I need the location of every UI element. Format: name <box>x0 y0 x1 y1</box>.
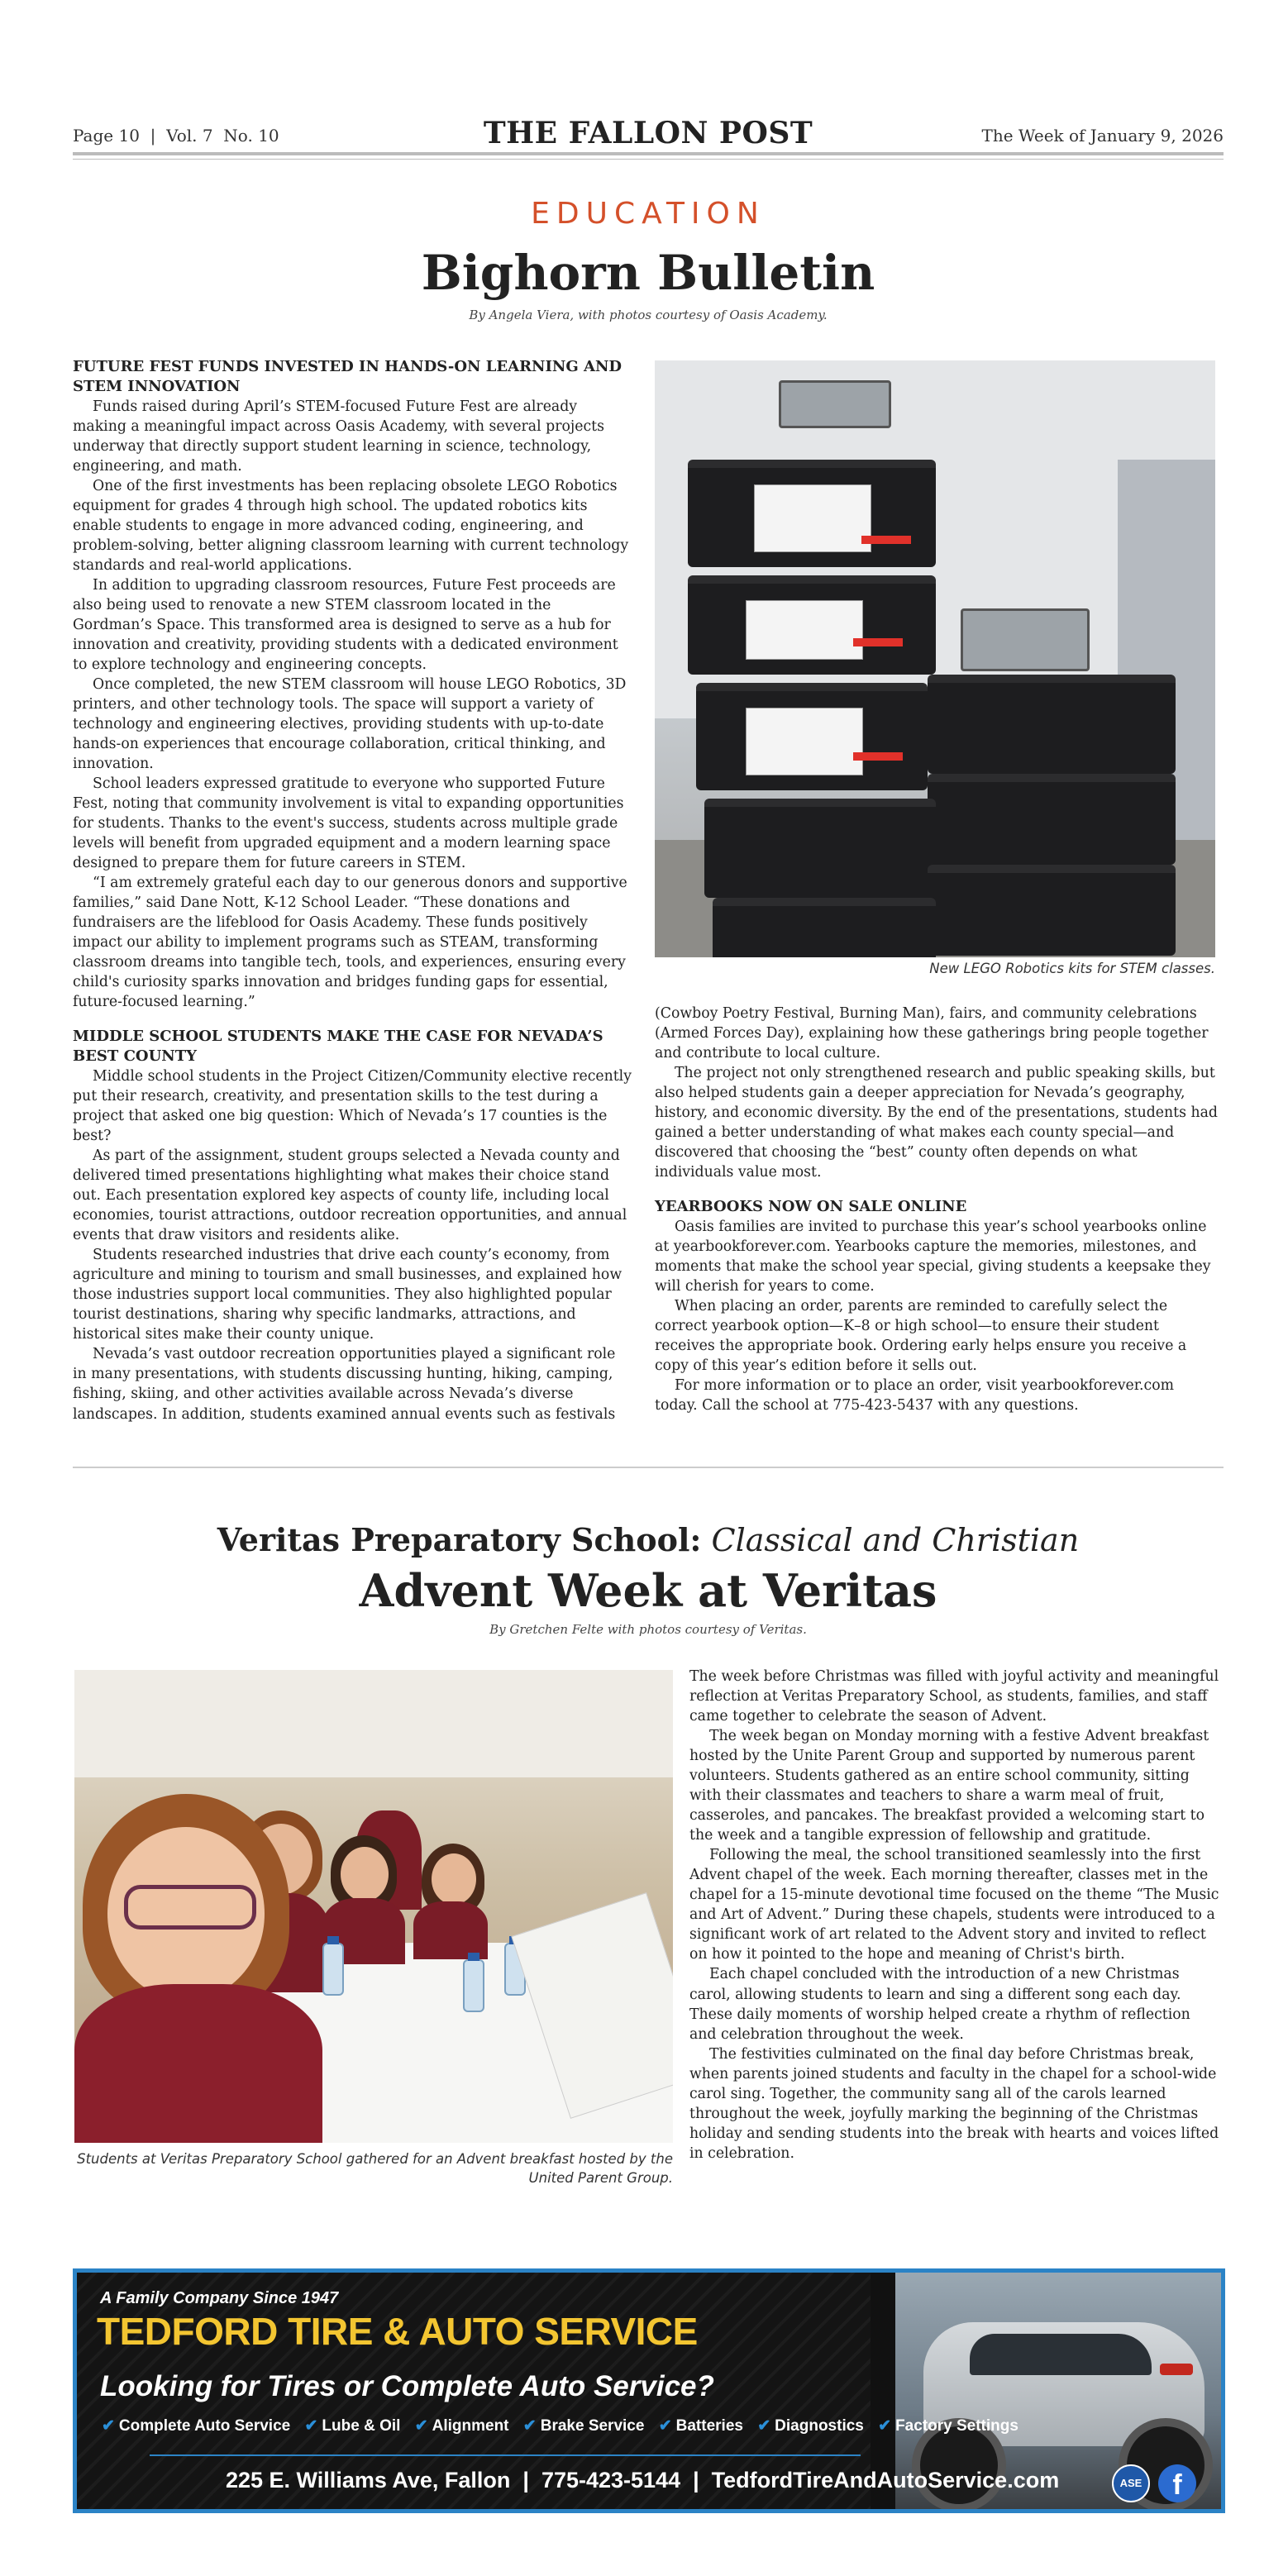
storage-bin <box>713 898 936 957</box>
advent-breakfast-photo <box>74 1670 673 2143</box>
byline: By Gretchen Felte with photos courtesy of Veritas. <box>489 1622 807 1637</box>
paragraph: The week began on Monday morning with a festive Advent breakfast hosted by the Unite Parent Group and supported by numerous parent volunteers. Students gathered as an entire school community, sitting with their classmates and teachers to share a warm meal of fruit, casseroles, and pancakes. The breakfast provided a welcoming start to the week and a tangible expression of fellowship and gratitude. <box>689 1728 1209 1844</box>
paragraph: For more information or to place an order, visit yearbookforever.com today. Call the school at 775-423-5437 with any questions. <box>655 1377 1175 1414</box>
photo-face <box>432 1853 476 1905</box>
paragraph: The project not only strengthened research and public speaking skills, but also helped students gain a deeper appreciation for Nevada’s geography, history, and economic diversity. By the end of the presentations, students had gained a better understanding of what makes each county special—and discovered that choosing the “best” county often depends on what individuals value most. <box>655 1065 1218 1181</box>
page-title: Bighorn Bulletin <box>421 245 875 301</box>
robot-model <box>961 608 1090 671</box>
checkmark-icon: ✔ <box>102 2417 115 2435</box>
paragraph: The week before Christmas was filled with joyful activity and meaningful reflection at Veritas Preparatory School, as students, families, and staff came together to celebrate the season of Advent. <box>689 1668 1219 1725</box>
ad-subtitle: A Family Company Since 1947 <box>100 2289 339 2307</box>
story-heading: FUTURE FEST FUNDS INVESTED IN HANDS-ON LEARNING AND STEM INNOVATION <box>73 358 623 395</box>
masthead-rule <box>73 152 1224 155</box>
section-divider <box>73 1467 1224 1468</box>
byline: By Angela Viera, with photos courtesy of Oasis Academy. <box>469 308 828 322</box>
checkmark-icon: ✔ <box>658 2417 672 2435</box>
section-label: EDUCATION <box>531 197 766 231</box>
storage-bin <box>928 774 1176 865</box>
lego-robotics-photo <box>655 360 1215 957</box>
ad-services-list <box>102 2416 1028 2435</box>
article-kicker <box>73 1521 1224 1558</box>
checkmark-icon: ✔ <box>304 2417 318 2435</box>
storage-bin <box>704 799 936 898</box>
paragraph: One of the first investments has been replacing obsolete LEGO Robotics equipment for grades 4 through high school. The updated robotics kits enable students to engage in more advanced coding, engineering, and problem-solving, better aligning classroom learning with current technology standards and real-world applications. <box>73 477 629 574</box>
ad-service: Lube & Oil <box>322 2417 401 2435</box>
storage-bin <box>928 865 1176 956</box>
ad-service: Factory Settings <box>895 2417 1018 2435</box>
storage-bin <box>688 575 936 675</box>
photo-face <box>341 1847 389 1901</box>
ad-contact-line[interactable]: 225 E. Williams Ave, Fallon | 775-423-5144 | TedfordTireAndAutoService.com <box>226 2468 1060 2493</box>
paragraph: Following the meal, the school transitioned seamlessly into the first Advent chapel of the week. Each morning thereafter, classes met in the chapel for a 15-minute devotional time focused on the theme “The Music and Art of Advent.” During these chapels, students were introduced to a significant work of art related to the Advent story and invited to reflect on how it pointed to the hope and meaning of Christ's birth. <box>689 1847 1219 1963</box>
paragraph: School leaders expressed gratitude to everyone who supported Future Fest, noting that community involvement is vital to expanding opportunities for students. Thanks to the event's success, students across multiple grade levels will benefit from upgraded equipment and a modern learning space designed to prepare them for future careers in STEM. <box>73 775 624 872</box>
paragraph: (Cowboy Poetry Festival, Burning Man), fairs, and community celebrations (Armed Forces Day), explaining how these gatherings bring people together and contribute to local culture. <box>655 1005 1209 1062</box>
facebook-icon[interactable]: f <box>1158 2464 1196 2502</box>
paragraph: Funds raised during April’s STEM-focused Future Fest are already making a meaningful impact across Oasis Academy, with several projects underway that directly support student learning in science, technology, engineering, and math. <box>73 398 604 475</box>
masthead <box>73 116 1224 152</box>
paragraph: Oasis families are invited to purchase this year’s school yearbooks online at yearbookforever.com. Yearbooks capture the memories, milestones, and moments that make the school year special, giving students a keepsake they will cherish for years to come. <box>655 1219 1211 1295</box>
paragraph: Nevada’s vast outdoor recreation opportunities played a significant role in many presentations, with students discussing hunting, hiking, camping, fishing, skiing, and other activities available across Nevada’s diverse landscapes. In addition, students examined annual events such as festivals <box>73 1346 616 1423</box>
storage-bin <box>696 683 928 790</box>
ad-service: Brake Service <box>540 2417 645 2435</box>
kicker-italic: Classical and Christian <box>711 1522 1080 1558</box>
ad-service: Alignment <box>432 2417 509 2435</box>
article-column <box>689 1667 1220 2163</box>
article-headline: Advent Week at Veritas <box>359 1564 937 1617</box>
issue-date: The Week of January 9, 2026 <box>981 126 1224 145</box>
paragraph: As part of the assignment, student groups selected a Nevada county and delivered timed presentations highlighting what makes their choice stand out. Each presentation explored key aspects of county life, including local economies, tourist attractions, outdoor recreation opportunities, and annual events that draw visitors and residents alike. <box>73 1147 627 1244</box>
photo-caption: Students at Veritas Preparatory School gathered for an Advent breakfast hosted by the United Parent Group. <box>77 2151 673 2187</box>
photo-ceiling <box>74 1670 673 1777</box>
ad-business-name: TEDFORD TIRE & AUTO SERVICE <box>97 2310 698 2353</box>
water-bottle <box>322 1943 344 1996</box>
story-heading: MIDDLE SCHOOL STUDENTS MAKE THE CASE FOR NEVADA’S BEST COUNTY <box>73 1028 603 1066</box>
checkmark-icon: ✔ <box>878 2417 892 2435</box>
water-bottle <box>463 1959 484 2012</box>
glasses <box>124 1885 256 1930</box>
photo-caption: New LEGO Robotics kits for STEM classes. <box>929 961 1215 976</box>
paragraph: In addition to upgrading classroom resources, Future Fest proceeds are also being used to renovate a new STEM classroom located in the Gordman’s Space. This transformed area is designed to serve as a hub for innovation and creativity, providing students with a dedicated environment to explore technology and engineering concepts. <box>73 576 618 673</box>
paragraph: Middle school students in the Project Citizen/Community elective recently put their research, creativity, and presentation skills to the test during a project that asked one big question: Which of Nevada’s 17 counties is the best? <box>73 1067 632 1145</box>
masthead-rule-thin <box>73 159 1224 160</box>
checkmark-icon: ✔ <box>414 2417 428 2435</box>
paragraph: The festivities culminated on the final day before Christmas break, when parents joined students and faculty in the chapel for a school-wide carol sing. Together, the community sang all of the carols learned throughout the week, joyfully marking the beginning of the Christmas holiday and sending students into the break with hearts and voices lifted in celebration. <box>689 2045 1219 2162</box>
paragraph: Students researched industries that drive each county’s economy, from agriculture and mining to tourism and small businesses, and explained how those industries support local communities. They also highlighted popular tourist destinations, sharing why specific landmarks, attractions, and historical sites make their county unique. <box>73 1247 623 1343</box>
storage-bin <box>688 460 936 567</box>
checkmark-icon: ✔ <box>757 2417 771 2435</box>
article-column-right <box>655 1004 1220 1415</box>
ad-rule <box>150 2454 861 2456</box>
ad-tagline: Looking for Tires or Complete Auto Service? <box>100 2370 714 2402</box>
ad-service: Complete Auto Service <box>118 2417 291 2435</box>
kicker-bold: Veritas Preparatory School: <box>217 1521 702 1558</box>
advertisement[interactable] <box>73 2268 1225 2513</box>
photo-uniform <box>74 1984 322 2143</box>
robot-model <box>779 380 891 428</box>
ad-service: Batteries <box>675 2417 743 2435</box>
article-column-left <box>73 357 632 1424</box>
ase-logo-icon: ASE <box>1112 2464 1150 2502</box>
paragraph: “I am extremely grateful each day to our generous donors and supportive families,” said Dane Nott, K-12 School Leader. “These donations and fundraisers are the lifeblood for Oasis Academy. These funds positively impact our ability to implement programs such as STEAM, transforming classroom dreams into tangible tech, tools, and experiences, ensuring every child's curiosity sparks innovation and bridges funding gaps for essential, future-focused learning.” <box>73 875 627 1011</box>
ad-service: Diagnostics <box>775 2417 864 2435</box>
paragraph: Once completed, the new STEM classroom will house LEGO Robotics, 3D printers, and other technology tools. The space will support a variety of technology and engineering electives, providing students with up-to-date hands-on experiences that encourage collaboration, critical thinking, and innovation. <box>73 675 627 773</box>
page-info: Page 10 | Vol. 7 No. 10 <box>73 126 279 145</box>
checkmark-icon: ✔ <box>522 2417 537 2435</box>
newspaper-title: THE FALLON POST <box>483 116 813 150</box>
story-heading: YEARBOOKS NOW ON SALE ONLINE <box>655 1198 967 1216</box>
storage-bin <box>928 675 1176 774</box>
paragraph: Each chapel concluded with the introduction of a new Christmas carol, allowing students to learn and sing a different song each day. These daily moments of worship helped create a rhythm of reflection and celebration throughout the week. <box>689 1966 1190 2043</box>
photo-uniform <box>413 1901 488 1959</box>
paragraph: When placing an order, parents are reminded to carefully select the correct yearbook option—K–8 or high school—to ensure their student receives the appropriate book. Ordering early helps ensure you receive a copy of this year’s edition before it sells out. <box>655 1298 1187 1375</box>
